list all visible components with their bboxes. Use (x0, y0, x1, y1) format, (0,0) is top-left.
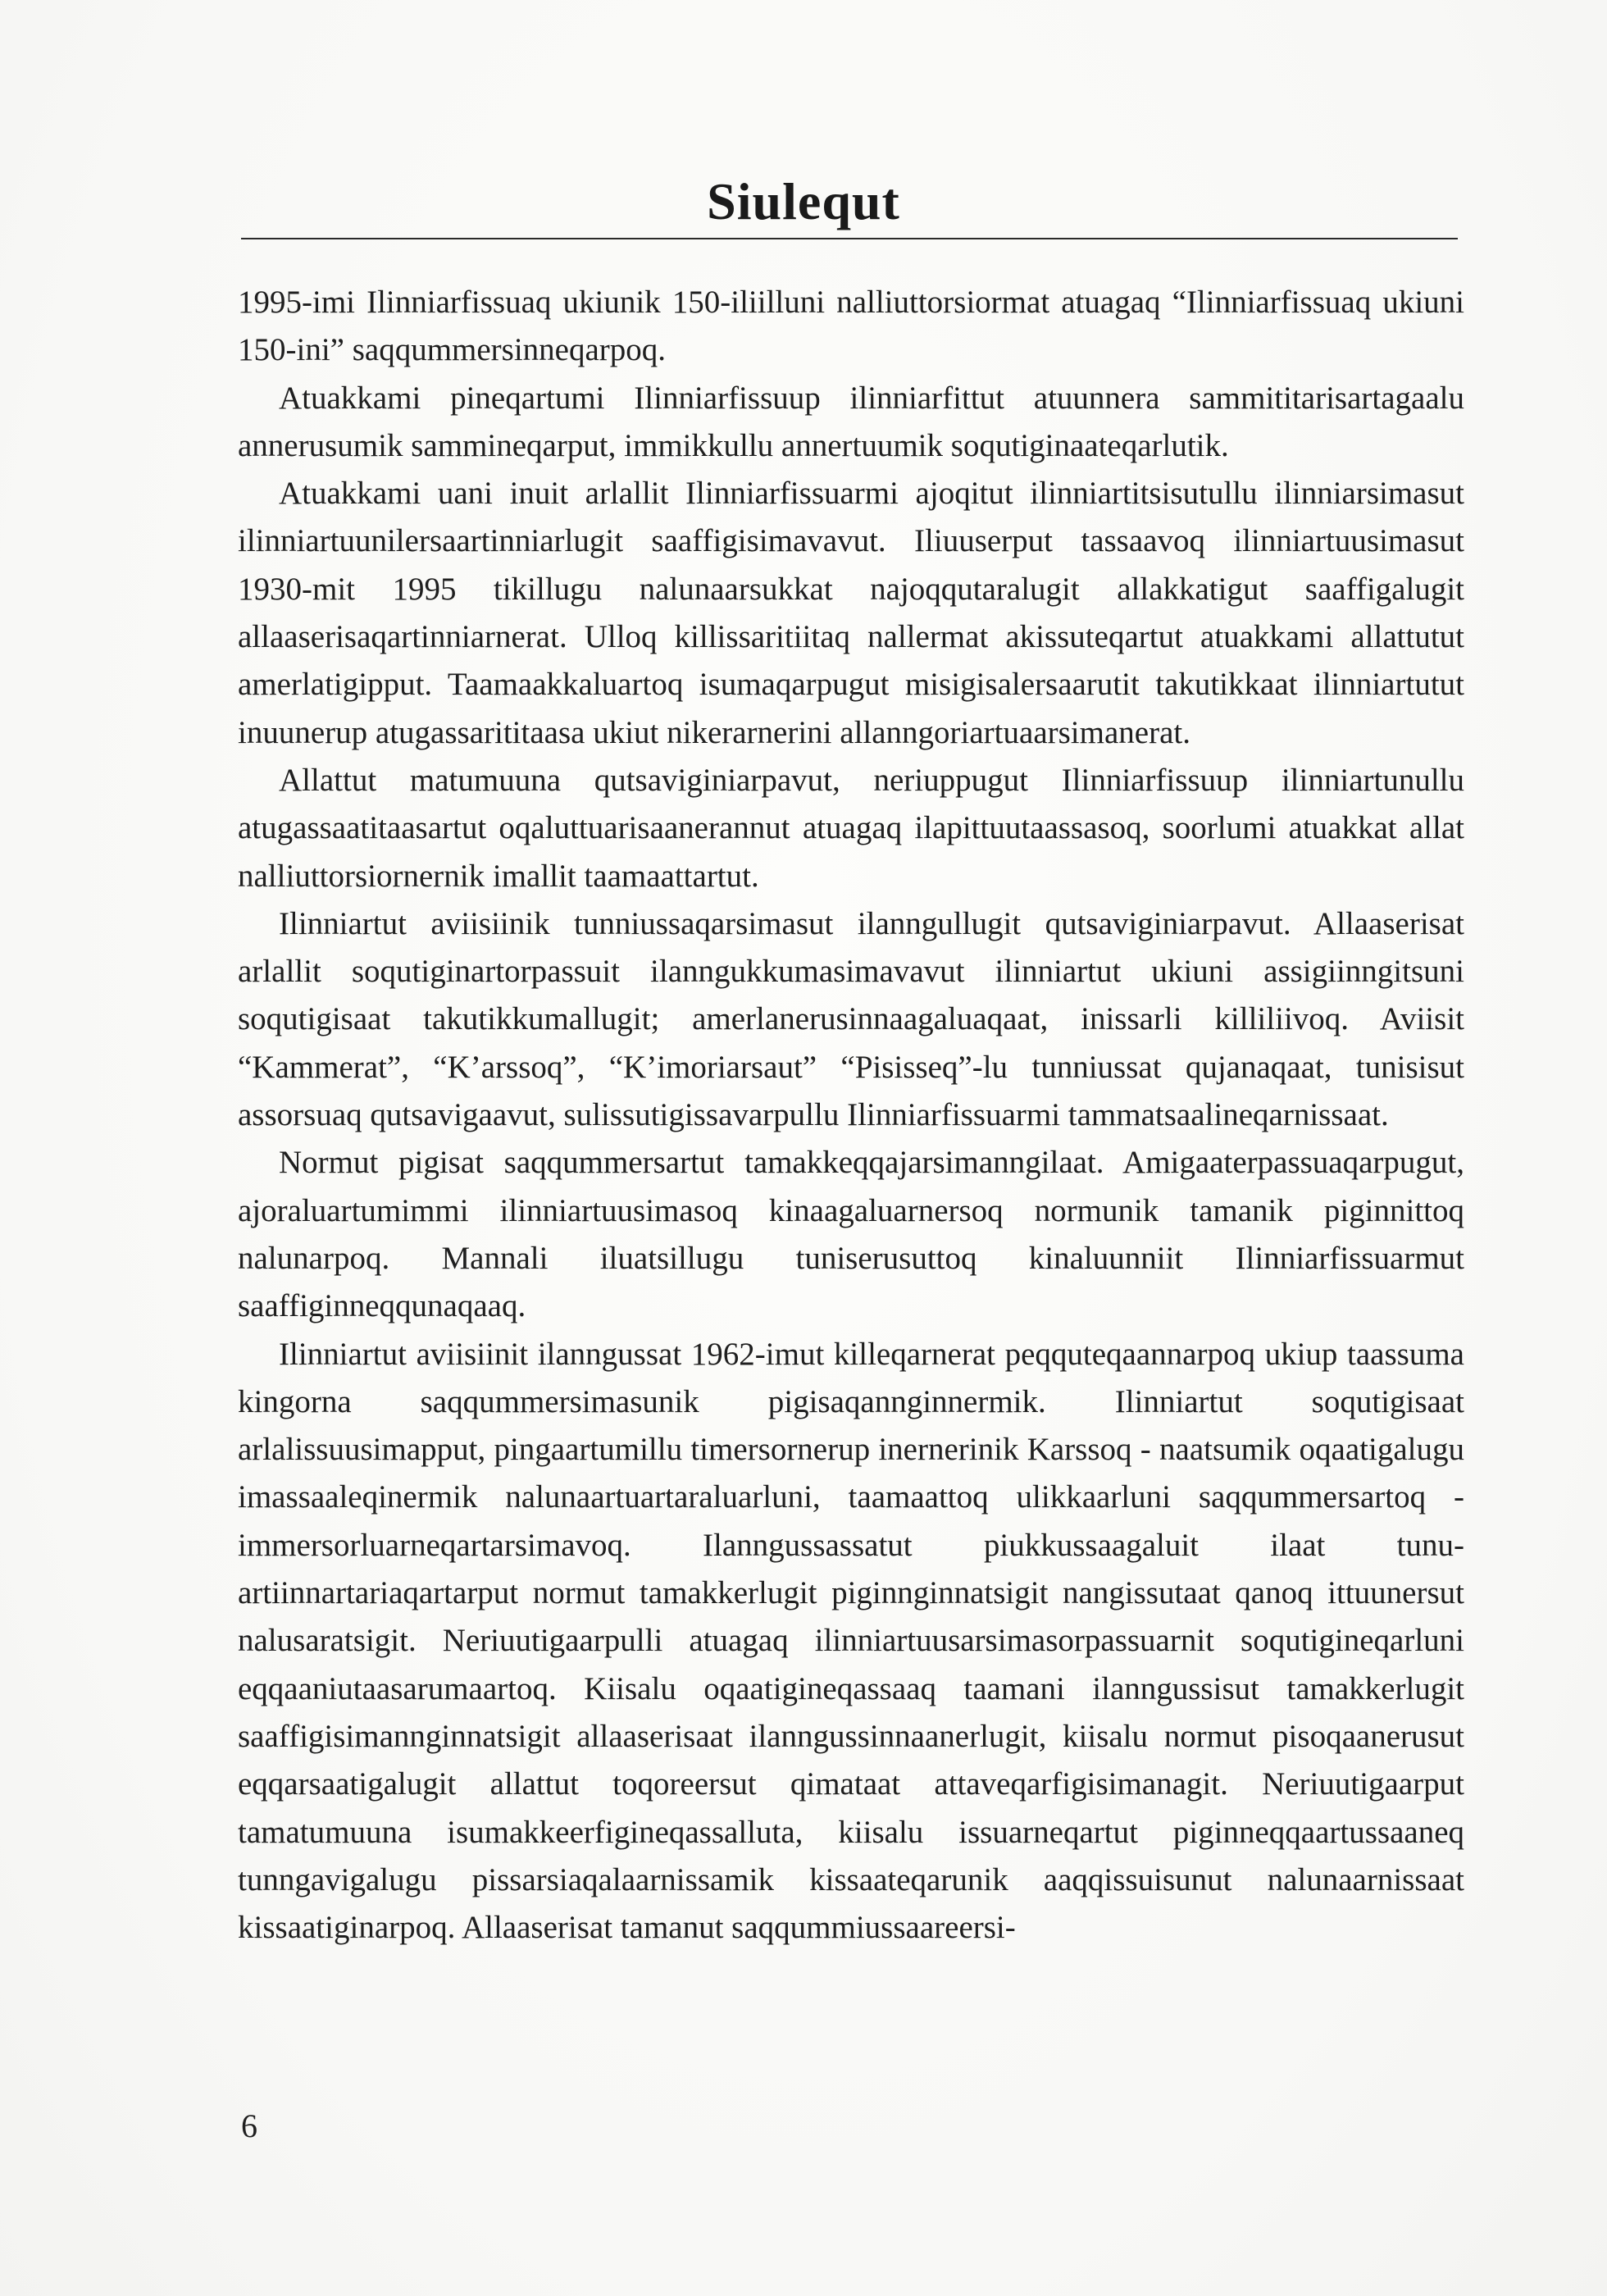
title-rule (241, 238, 1458, 239)
paragraph: Atuakkami pineqartumi Ilinniarfissuup ilinniarfittut atuunnera sammititarisartagaalu annerusumik sammineqarput, immikkullu annertuumik soqutiginaateqarlutik. (238, 380, 1464, 463)
body-text (238, 279, 1464, 1952)
paragraph: Normut pigisat saqqummersartut tamakkeqqajarsimanngilaat. Amigaaterpassuaqarpugut, ajoraluartumimmi ilinniartuusimasoq kinaagaluarnersoq normunik tamanik piginnittoq nalunarpoq. Mannali iluatsillugu tuniserusuttoq kinaluunniit Ilinniarfissuarmut saaffiginneqqunaqaaq. (238, 1145, 1464, 1324)
paragraph: 1995-imi Ilinniarfissuaq ukiunik 150-iliilluni nalliuttorsiormat atuagaq “Ilinniarfissuaq ukiuni 150-ini” saqqummersinneqarpoq. (238, 285, 1464, 368)
page-number: 6 (241, 2107, 257, 2144)
page-title: Siulequt (707, 172, 900, 230)
paragraph: Ilinniartut aviisiinik tunniussaqarsimasut ilanngullugit qutsaviginiarpavut. Allaaserisat arlallit soqutiginartorpassuit ilanngukkumasimavavut ilinniartut ukiuni assigiinngitsuni soqutigisaat takutikkumallugit; amerlanerusinnaagaluaqaat, inissarli killiliivoq. Aviisit “Kammerat”, “K’arssoq”, “K’imoriarsaut” “Pisisseq”-lu tunniussat qujanaqaat, tunisisut assorsuaq qutsavigaavut, sulissutigissavarpullu Ilinniarfissuarmi tammatsaalineqarnissaat. (238, 905, 1464, 1133)
paragraph: Allattut matumuuna qutsaviginiarpavut, neriuppugut Ilinniarfissuup ilinniartunullu atugassaatitaasartut oqaluttuarisaanerannut atuagaq ilapittuutaassasoq, soorlumi atuakkat allat nalliuttorsiornernik imallit taamaattartut. (238, 762, 1464, 894)
paragraph: Atuakkami uani inuit arlallit Ilinniarfissuarmi ajoqitut ilinniartitsisutullu ilinniarsimasut ilinniartuunilersaartinniarlugit saaffigisimavavut. Iliuuserput tassaavoq ilinniartuusimasut 1930-mit 1995 tikillugu nalunaarsukkat najoqqutaralugit allakkatigut saaffigalugit allaaserisaqartinniarnerat. Ulloq killissaritiitaq nallermat akissuteqartut atuakkami allattutut amerlatigipput. Taamaakkaluartoq isumaqarpugut misigisalersaarutit takutikkaat ilinniartutut inuunerup atugassarititaasa ukiut nikerarnerini allanngoriartuaarsimanerat. (238, 476, 1464, 750)
paragraph: Ilinniartut aviisiinit ilanngussat 1962-imut killeqarnerat peqquteqaannarpoq ukiup taassuma kingorna saqqummersimasunik pigisaqannginnermik. Ilinniartut soqutigisaat arlalissuusimapput, pingaartumillu timersornerup inernerinik Karssoq - naatsumik oqaatigalugu imassaaleqinermik nalunaartuartaraluarluni, taamaattoq ulikkaarluni saqqummersartoq - immersorluarneqartarsimavoq. Ilanngussassatut piukkussaagaluit ilaat tunuartiinnartariaqartarput normut tamakkerlugit piginnginnatsigit nangissutaat qanoq ittuunersut nalusaratsigit. Neriuutigaarpulli atuagaq ilinniartuusarsimasorpassuarnit soqutigineqarluni eqqaaniutaasarumaartoq. Kiisalu oqaatigineqassaaq taamani ilanngussisut tamakkerlugit saaffigisimannginnatsigit allaaserisaat ilanngussinnaanerlugit, kiisalu normut pisoqaanerusut eqqarsaatigalugit allattut toqoreersut qimataat attaveqarfigisimanagit. Neriuutigaarput tamatumuuna isumakkeerfigineqassalluta, kiisalu issuarneqartut piginneqqaartussaaneq tunngavigalugu pissarsiaqalaarnissamik kissaateqarunik aaqqissuisunut nalunaarnissaat kissaatiginarpoq. Allaaserisat tamanut saqqummiussaareersi- (238, 1336, 1464, 1946)
